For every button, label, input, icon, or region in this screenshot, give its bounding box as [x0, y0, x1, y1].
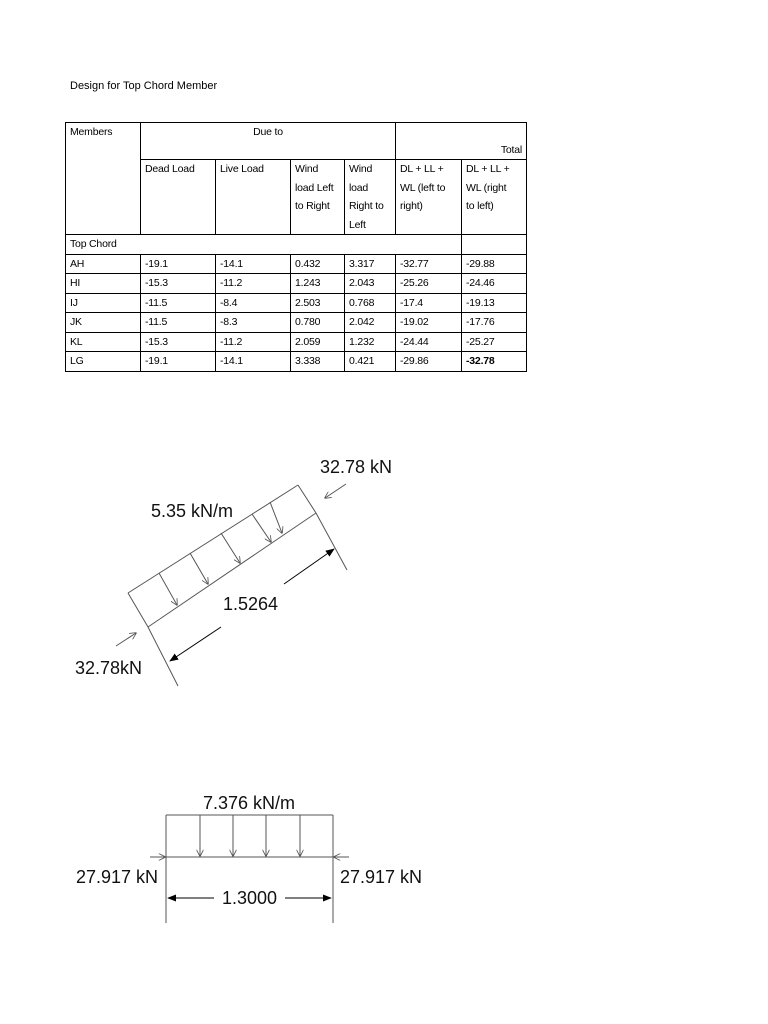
dead-load-cell: -19.1	[141, 352, 216, 372]
live-load-cell: -14.1	[216, 352, 291, 372]
load-arrow	[190, 553, 208, 584]
wind-ltr-line-2: load Left	[295, 181, 334, 194]
total-header: Total	[396, 123, 527, 160]
load-arrow	[221, 533, 240, 563]
wind-ltr-cell: 3.338	[291, 352, 345, 372]
axial-load-bottom-label: 32.78kN	[75, 658, 143, 678]
total-rtl-line-3: to left)	[466, 200, 494, 212]
dead-load-cell: -15.3	[141, 274, 216, 294]
live-load-cell: -8.3	[216, 313, 291, 333]
dead-load-header: Dead Load	[141, 160, 216, 235]
live-load-cell: -11.2	[216, 274, 291, 294]
wind-ltr-cell: 0.780	[291, 313, 345, 333]
member-length-label: 1.5264	[223, 594, 279, 614]
wind-rtl-line-4: Left	[349, 218, 366, 231]
dimension-extension-left	[148, 627, 178, 686]
wind-rtl-cell: 2.043	[345, 274, 396, 294]
live-load-header: Live Load	[216, 160, 291, 235]
dead-load-cell: -11.5	[141, 313, 216, 333]
dimension-extension-right	[316, 513, 347, 570]
wind-ltr-line-3: to Right	[295, 200, 330, 212]
total-ltr-line-2: WL (left to	[400, 181, 446, 194]
live-load-cell: -11.2	[216, 332, 291, 352]
total-ltr-cell: -19.02	[396, 313, 462, 333]
total-rtl-line-2: WL (right	[466, 181, 507, 194]
member-cell: IJ	[66, 293, 141, 313]
member-cell: JK	[66, 313, 141, 333]
members-header: Members	[66, 123, 141, 235]
load-arrow	[270, 502, 282, 533]
total-ltr-cell: -29.86	[396, 352, 462, 372]
wind-ltr-line-1: Wind	[295, 163, 319, 175]
wind-ltr-cell: 1.243	[291, 274, 345, 294]
wind-rtl-line-1: Wind	[349, 163, 373, 175]
live-load-cell: -14.1	[216, 254, 291, 274]
total-rtl-cell: -25.27	[462, 332, 527, 352]
load-arrow	[159, 573, 177, 605]
wind-ltr-cell: 2.503	[291, 293, 345, 313]
member-cell: LG	[66, 352, 141, 372]
dead-load-cell: -11.5	[141, 293, 216, 313]
due-to-header: Due to	[141, 123, 396, 160]
total-ltr-cell: -17.4	[396, 293, 462, 313]
wind-rtl-line-3: Right to	[349, 200, 384, 212]
axial-force-arrow-bottom	[116, 633, 136, 646]
wind-ltr-cell: 2.059	[291, 332, 345, 352]
member-cell: HI	[66, 274, 141, 294]
dimension-line-left	[170, 627, 221, 661]
axial-force-arrow-top	[325, 484, 346, 498]
total-ltr-line-3: right)	[400, 200, 423, 212]
distributed-load-label-2: 7.376 kN/m	[203, 793, 296, 813]
wind-ltr-cell: 0.432	[291, 254, 345, 274]
total-ltr-cell: -32.77	[396, 254, 462, 274]
total-ltr-cell: -24.44	[396, 332, 462, 352]
wind-rtl-cell: 0.421	[345, 352, 396, 372]
wind-rtl-cell: 1.232	[345, 332, 396, 352]
total-ltr-cell: -25.26	[396, 274, 462, 294]
dead-load-cell: -15.3	[141, 332, 216, 352]
page-title: Design for Top Chord Member	[70, 80, 218, 92]
member-length-label-2: 1.3000	[222, 888, 278, 908]
total-rtl-cell-max: -32.78	[462, 352, 527, 372]
load-arrow	[252, 514, 271, 542]
axial-load-right-label-2: 27.917 kN	[340, 867, 423, 887]
total-rtl-line-1: DL + LL +	[466, 163, 510, 175]
total-rtl-cell: -24.46	[462, 274, 527, 294]
horizontal-member-diagram	[76, 793, 422, 923]
axial-load-top-label: 32.78 kN	[320, 457, 393, 477]
axial-load-left-label-2: 27.917 kN	[76, 867, 159, 887]
dead-load-cell: -19.1	[141, 254, 216, 274]
load-end-right	[298, 485, 316, 513]
total-ltr-line-1: DL + LL +	[400, 163, 444, 175]
total-rtl-cell: -19.13	[462, 293, 527, 313]
member-cell: AH	[66, 254, 141, 274]
distributed-load-label: 5.35 kN/m	[151, 501, 234, 521]
wind-rtl-cell: 0.768	[345, 293, 396, 313]
wind-rtl-cell: 3.317	[345, 254, 396, 274]
member-cell: KL	[66, 332, 141, 352]
load-end-left	[128, 593, 148, 627]
live-load-cell: -8.4	[216, 293, 291, 313]
total-rtl-cell: -29.88	[462, 254, 527, 274]
wind-rtl-cell: 2.042	[345, 313, 396, 333]
dimension-line-right	[284, 549, 334, 584]
group-label-top-chord: Top Chord	[66, 235, 462, 255]
wind-rtl-line-2: load	[349, 181, 369, 194]
total-rtl-cell: -17.76	[462, 313, 527, 333]
